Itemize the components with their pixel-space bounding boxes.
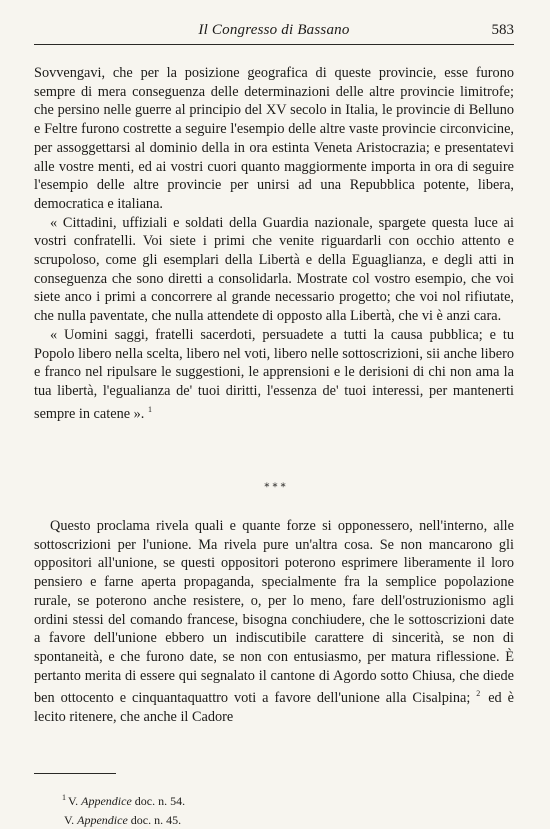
paragraph: « Uomini saggi, fratelli sacerdoti, persuadete a tutti la causa pubblica; e tu Popolo libero nella scelta, libero nel voti, libero nelle sottoscrizioni, sii anche libero e franco nel ripulsare le suggestioni, le apprensioni e le derisioni di chi non ama la tua libertà, l'egualianza de' tuoi diritti, l'essenza de' tuoi interessi, per mantenerti sempre in catene ». $^1$ <box>34 326 514 422</box>
page-number: 583 <box>491 22 514 38</box>
paragraph: Questo proclama rivela quali e quante forze si opponessero, nell'interno, alle sottoscrizioni per l'unione. Ma rivela pure un'altra cosa. Se non mancarono gli oppositori all'unione, se questi oppositori poterono esprimere liberamente il loro pensiero e farne aperta propaganda, specialmente fra la semplice popolazione rurale, se poterono anche resistere, o, per lo meno, fare dell'ostruzionismo agli ordini stessi del comando francese, bisogna conchiudere, che le sottoscrizioni date a favore dell'unione ebbero un indiscutibile carattere di sincerità, se non di spontaneità, e che furono date, se non con entusiasmo, per matura riflessione. È pertanto merita di essere qui segnalato il cantone di Agordo sotto Chiusa, che diede ben ottocento e cinquantaquattro voti a favore dell'unione alla Cisalpina; $^2$ ed è lecito ritenere, che anche il Cadore <box>34 518 514 725</box>
running-title: Il Congresso di Bassano <box>198 22 350 38</box>
header-rule <box>34 44 514 45</box>
paragraph: « Cittadini, uffiziali e soldati della Guardia nazionale, spargete questa luce ai vostri confratelli. Voi siete i primi che venite riguardarli con occhio attento e scrupoloso, come gli esemplari della Libertà e della Eguaglianza, e degli atti in conseguenza che sono diretti a consolidarla. Mostrate col vostro esempio, che voi siete anco i primi a concorrere al grande necessario progetto; che voi nol rifiutate, che nulla paventate, che nulla attendete di opposto alla Libertà, che vi è anzi cara. <box>34 214 514 325</box>
footnote-prefix: V. <box>64 813 75 827</box>
commentary-text <box>34 517 514 727</box>
footnote-source: Appendice <box>81 794 132 808</box>
footnotes <box>62 790 362 828</box>
section-asterism: * * * <box>264 482 286 493</box>
footnote-source: Appendice <box>77 813 128 827</box>
footnote <box>62 809 362 828</box>
footnote-reference: 1 <box>147 404 152 414</box>
footnote <box>62 790 362 809</box>
footnote-prefix: V. <box>68 794 79 808</box>
footnote-rule <box>34 773 116 774</box>
footnote-ref: doc. n. 45. <box>130 813 182 827</box>
footnote-ref: doc. n. 54. <box>134 794 186 808</box>
proclamation-text <box>34 64 514 423</box>
footnote-reference: 2 <box>476 689 481 699</box>
paragraph: Sovvengavi, che per la posizione geografica di queste provincie, esse furono sempre di mera conseguenza delle determinazioni delle altre provincie limitrofe; che persino nelle guerre al principio del XV secolo in Italia, le provincie di Belluno e Feltre furono costrette a seguire l'esempio delle altre vaste provincie circonvicine, per assoggettarsi al dominio della in ora estinta Veneta Aristocrazia; e presentatevi alle vostre menti, ed ai vostri cuori quanto maggiormente importa in ora di seguire l'esempio delle altre provincie per unirsi ad una Repubblica potente, libera, democratica e italiana. <box>34 65 514 212</box>
footnote-mark: 1 <box>62 793 66 802</box>
page-header <box>34 22 514 42</box>
